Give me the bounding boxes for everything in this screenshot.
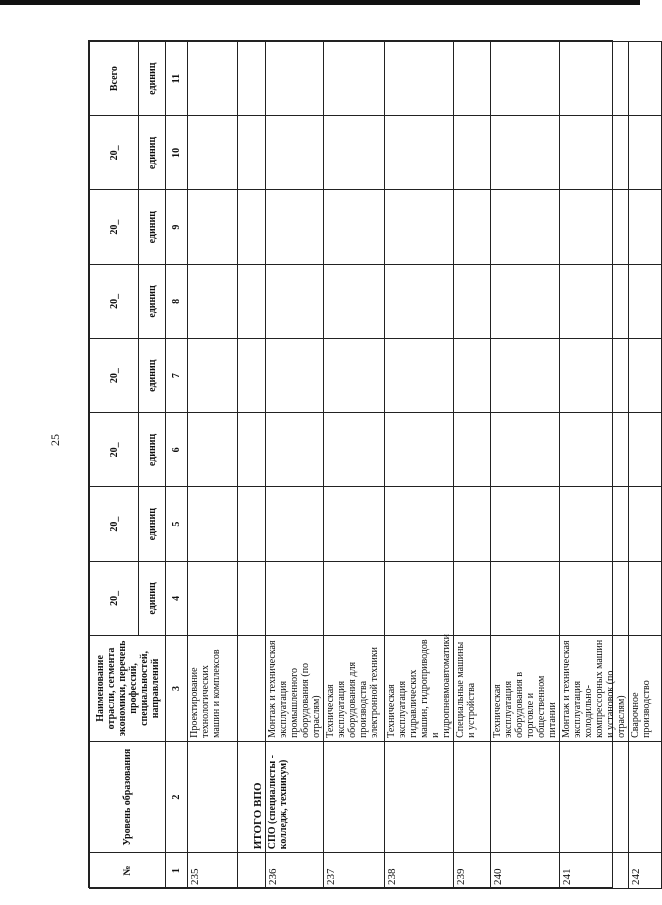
table-row — [629, 42, 662, 889]
top-border-bar — [0, 0, 640, 5]
rotated-table-container — [89, 41, 652, 889]
header-year: 20_ — [90, 561, 139, 635]
row-name: Монтаж и техническая эксплуатация холодильно-компрессорных машин и установок (по отраслям) — [560, 636, 629, 742]
row-number: 235 — [188, 853, 238, 889]
row-name: Техническая эксплуатация гидравлических машин, гидроприводов и гидропневмоавтоматики — [385, 636, 454, 742]
row-name: Специальные машины и устройства — [454, 636, 491, 742]
table-row — [560, 42, 629, 889]
header-unit: единиц — [139, 264, 166, 338]
row-level — [385, 741, 454, 852]
column-number: 9 — [166, 190, 188, 264]
row-number: 236 — [266, 853, 324, 889]
header-year: 20_ — [90, 190, 139, 264]
row-number: 241 — [560, 853, 629, 889]
header-year: 20_ — [90, 413, 139, 487]
header-year: 20_ — [90, 487, 139, 561]
table-row-total — [238, 42, 266, 889]
row-name: Техническая эксплуатация оборудования в торговле и общественном питании — [491, 636, 560, 742]
row-level — [454, 741, 491, 852]
table-row — [266, 42, 324, 889]
table-row — [454, 42, 491, 889]
row-name: Проектирование технологических машин и комплексов — [188, 636, 238, 742]
table-row — [491, 42, 560, 889]
table-row — [188, 42, 238, 889]
header-year: 20_ — [90, 264, 139, 338]
row-name — [238, 636, 266, 742]
row-number: 239 — [454, 853, 491, 889]
header-year: 20_ — [90, 116, 139, 190]
header-unit: единиц — [139, 561, 166, 635]
header-unit: единиц — [139, 42, 166, 116]
row-number — [238, 853, 266, 889]
column-number: 4 — [166, 561, 188, 635]
column-number: 8 — [166, 264, 188, 338]
table-row — [324, 42, 385, 889]
row-name: Монтаж и техническая эксплуатация промышленного оборудования (по отраслям) — [266, 636, 324, 742]
header-level: Уровень образования — [90, 741, 166, 852]
column-number-row — [166, 42, 188, 889]
row-name: Сварочное производство — [629, 636, 662, 742]
row-level — [560, 741, 629, 852]
header-row-1 — [90, 42, 139, 889]
row-level: СПО (специалисты - колледж, техникум) — [266, 741, 324, 852]
table-sheet — [88, 40, 652, 888]
row-name: Техническая эксплуатация оборудования для производства электронной техники — [324, 636, 385, 742]
row-level — [324, 741, 385, 852]
column-number: 10 — [166, 116, 188, 190]
header-unit: единиц — [139, 339, 166, 413]
page-number: 25 — [48, 434, 62, 446]
column-number: 2 — [166, 741, 188, 852]
header-no: № — [90, 853, 166, 889]
column-number: 3 — [166, 636, 188, 742]
header-unit: единиц — [139, 190, 166, 264]
header-unit: единиц — [139, 116, 166, 190]
header-unit: единиц — [139, 487, 166, 561]
row-level — [188, 741, 238, 852]
header-total: Всего — [90, 42, 139, 116]
column-number: 6 — [166, 413, 188, 487]
table-row — [385, 42, 454, 889]
row-level — [491, 741, 560, 852]
header-name: Наименование отрасли, сегмента экономики, перечень профессий, специальностей, направлений — [90, 636, 166, 742]
header-unit: единиц — [139, 413, 166, 487]
row-level — [629, 741, 662, 852]
column-number: 11 — [166, 42, 188, 116]
header-year: 20_ — [90, 339, 139, 413]
row-number: 240 — [491, 853, 560, 889]
row-number: 237 — [324, 853, 385, 889]
row-number: 238 — [385, 853, 454, 889]
education-table — [89, 41, 662, 889]
row-number: 242 — [629, 853, 662, 889]
column-number: 7 — [166, 339, 188, 413]
column-number: 5 — [166, 487, 188, 561]
column-number: 1 — [166, 853, 188, 889]
row-level-total: ИТОГО ВПО — [238, 741, 266, 852]
